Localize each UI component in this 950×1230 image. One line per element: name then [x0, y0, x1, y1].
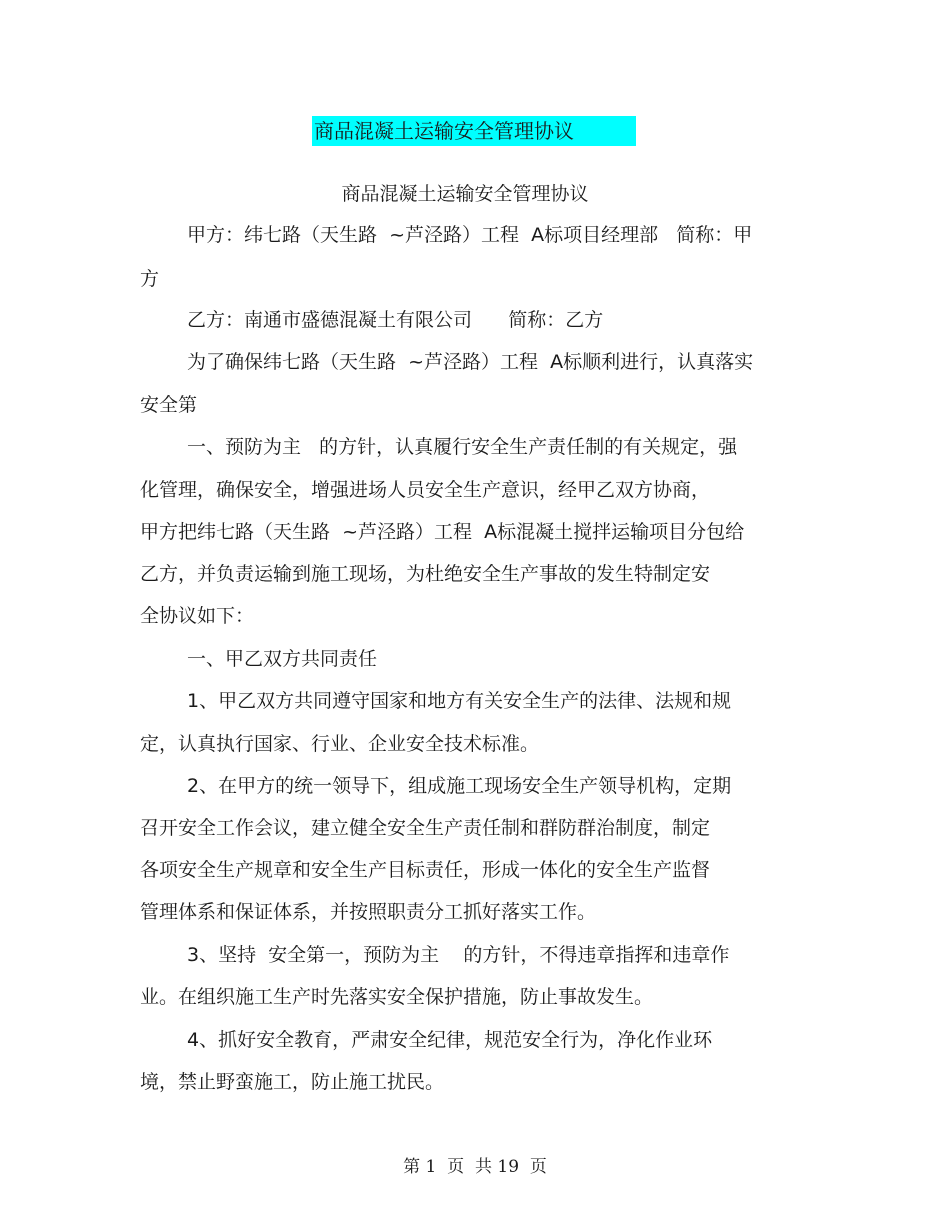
- paragraph-line: 甲方把纬七路（天生路 ~芦泾路）工程 A标混凝土搅拌运输项目分包给: [140, 521, 745, 543]
- paragraph-line: 方: [140, 268, 160, 290]
- paragraph-line: 乙方，并负责运输到施工现场，为杜绝安全生产事故的发生特制定安: [140, 563, 711, 585]
- paragraph-line: 3、坚持 安全第一，预防为主 的方针，不得违章指挥和违章作: [187, 944, 730, 966]
- paragraph-line: 乙方：南通市盛德混凝土有限公司 简称：乙方: [187, 309, 604, 331]
- paragraph-line: 管理体系和保证体系，并按照职责分工抓好落实工作。: [140, 901, 597, 923]
- paragraph-line: 4、抓好安全教育，严肃安全纪律，规范安全行为，净化作业环: [187, 1029, 713, 1051]
- paragraph-line: 境，禁止野蛮施工，防止施工扰民。: [140, 1071, 445, 1093]
- paragraph-line: 甲方：纬七路（天生路 ~芦泾路）工程 A标项目经理部 简称：甲: [187, 224, 753, 246]
- highlighted-title: 商品混凝土运输安全管理协议: [312, 116, 636, 146]
- document-title: 商品混凝土运输安全管理协议: [341, 183, 589, 205]
- paragraph-line: 一、预防为主 的方针，认真履行安全生产责任制的有关规定，强: [187, 436, 738, 458]
- paragraph-line: 召开安全工作会议，建立健全安全生产责任制和群防群治制度，制定: [140, 817, 711, 839]
- paragraph-line: 化管理，确保安全，增强进场人员安全生产意识，经甲乙双方协商，: [140, 479, 711, 501]
- paragraph-line: 各项安全生产规章和安全生产目标责任，形成一体化的安全生产监督: [140, 859, 711, 881]
- paragraph-line: 全协议如下：: [140, 605, 255, 627]
- paragraph-line: 为了确保纬七路（天生路 ~芦泾路）工程 A标顺利进行，认真落实: [187, 351, 754, 373]
- paragraph-line: 安全第: [140, 394, 198, 416]
- paragraph-line: 定，认真执行国家、行业、企业安全技术标准。: [140, 733, 540, 755]
- paragraph-line: 1、甲乙双方共同遵守国家和地方有关安全生产的法律、法规和规: [187, 690, 732, 712]
- paragraph-line: 2、在甲方的统一领导下，组成施工现场安全生产领导机构，定期: [187, 775, 732, 797]
- section-heading: 一、甲乙双方共同责任: [187, 648, 378, 670]
- paragraph-line: 业。在组织施工生产时先落实安全保护措施，防止事故发生。: [140, 986, 654, 1008]
- page-number-footer: 第 1 页 共 19 页: [403, 1157, 547, 1177]
